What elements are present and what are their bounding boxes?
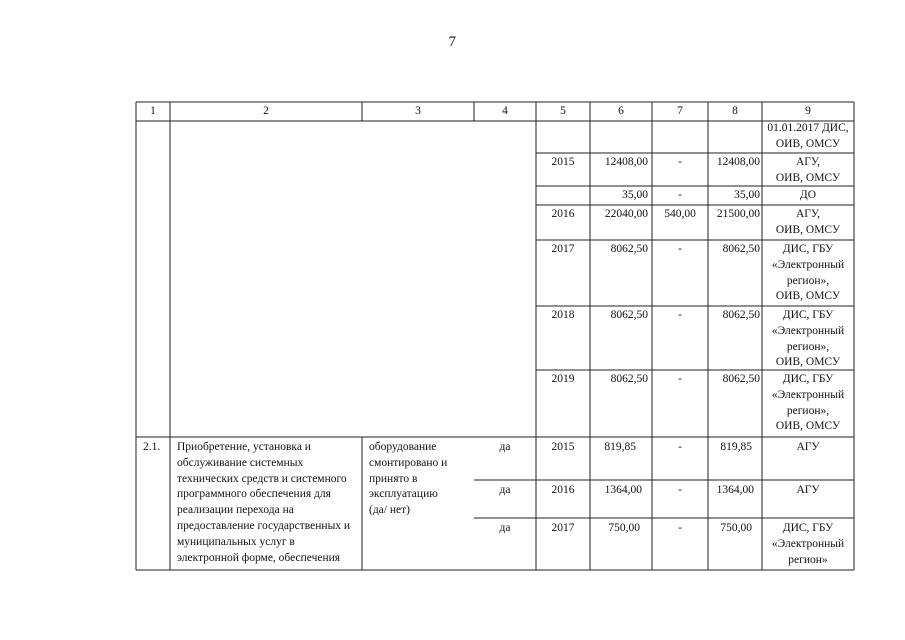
continuation-row-3-exec: АГУ, ОИВ, ОМСУ bbox=[775, 208, 841, 236]
continuation-row-5-exec: ДИС, ГБУ «Электронный регион», ОИВ, ОМСУ bbox=[771, 309, 845, 369]
item-row-1-total: 1364,00 bbox=[604, 484, 642, 496]
continuation-row-5-year: 2018 bbox=[551, 309, 575, 321]
continuation-row-5-col7: - bbox=[678, 309, 682, 321]
item-description: Приобретение, установка и обслуживание системных технических средств и системного программного обеспечения для реализации перехода на предоставление государственных и муниципальных услуг в электронной форме, обеспечения bbox=[177, 441, 351, 564]
continuation-row-4-exec: ДИС, ГБУ «Электронный регион», ОИВ, ОМСУ bbox=[771, 243, 845, 303]
continuation-row-4-col7: - bbox=[678, 243, 682, 255]
continuation-row-4-total: 8062,50 bbox=[610, 243, 648, 255]
header-col-3: 3 bbox=[415, 105, 421, 117]
header-col-7: 7 bbox=[677, 105, 683, 117]
item-row-2-year: 2017 bbox=[551, 522, 575, 534]
continuation-row-5-col8: 8062,50 bbox=[722, 309, 760, 321]
continuation-row-0-exec: 01.01.2017 ДИС, ОИВ, ОМСУ bbox=[767, 122, 849, 150]
continuation-row-2-exec: ДО bbox=[799, 189, 817, 201]
continuation-row-1-exec: АГУ, ОИВ, ОМСУ bbox=[775, 156, 841, 184]
item-row-2-col8: 750,00 bbox=[720, 522, 752, 534]
continuation-row-2-col7: - bbox=[678, 189, 682, 201]
item-indicator: оборудование смонтировано и принято в эксплуатацию (да/ нет) bbox=[369, 441, 448, 517]
continuation-row-4-col8: 8062,50 bbox=[722, 243, 760, 255]
item-number: 2.1. bbox=[143, 441, 161, 453]
continuation-row-6-exec: ДИС, ГБУ «Электронный регион», ОИВ, ОМСУ bbox=[771, 373, 845, 433]
item-row-0-col8: 819,85 bbox=[720, 441, 752, 453]
item-row-0-total: 819,85 bbox=[604, 441, 636, 453]
header-col-1: 1 bbox=[150, 105, 156, 117]
item-row-1-year: 2016 bbox=[551, 484, 575, 496]
continuation-row-1-total: 12408,00 bbox=[604, 156, 648, 168]
header-col-5: 5 bbox=[560, 105, 566, 117]
item-row-1-col8: 1364,00 bbox=[716, 484, 754, 496]
continuation-row-5-total: 8062,50 bbox=[610, 309, 648, 321]
item-row-2-total: 750,00 bbox=[608, 522, 640, 534]
item-row-1-col7: - bbox=[678, 484, 682, 496]
page-number: 7 bbox=[448, 34, 457, 50]
item-row-0-exec: АГУ bbox=[796, 441, 820, 453]
continuation-row-1-col7: - bbox=[678, 156, 682, 168]
item-row-0-value: да bbox=[499, 441, 511, 453]
header-col-4: 4 bbox=[502, 105, 508, 117]
continuation-row-3-year: 2016 bbox=[551, 208, 575, 220]
header-col-6: 6 bbox=[618, 105, 624, 117]
continuation-row-4-year: 2017 bbox=[551, 243, 575, 255]
header-col-8: 8 bbox=[732, 105, 738, 117]
continuation-row-6-year: 2019 bbox=[551, 373, 575, 385]
item-row-2-value: да bbox=[499, 522, 511, 534]
continuation-row-1-year: 2015 bbox=[551, 156, 575, 168]
continuation-row-2-col8: 35,00 bbox=[734, 189, 760, 201]
continuation-row-6-col7: - bbox=[678, 373, 682, 385]
continuation-row-3-col7: 540,00 bbox=[664, 208, 696, 220]
continuation-row-6-total: 8062,50 bbox=[610, 373, 648, 385]
header-col-9: 9 bbox=[805, 105, 811, 117]
continuation-row-1-col8: 12408,00 bbox=[716, 156, 760, 168]
continuation-row-6-col8: 8062,50 bbox=[722, 373, 760, 385]
item-row-1-exec: АГУ bbox=[796, 484, 820, 496]
item-row-2-exec: ДИС, ГБУ «Электронный регион» bbox=[771, 522, 845, 566]
item-row-1-value: да bbox=[499, 484, 511, 496]
item-row-0-year: 2015 bbox=[551, 441, 575, 453]
continuation-row-2-total: 35,00 bbox=[622, 189, 648, 201]
continuation-row-3-total: 22040,00 bbox=[604, 208, 648, 220]
item-row-0-col7: - bbox=[678, 441, 682, 453]
header-col-2: 2 bbox=[263, 105, 269, 117]
continuation-row-3-col8: 21500,00 bbox=[716, 208, 760, 220]
item-row-2-col7: - bbox=[678, 522, 682, 534]
